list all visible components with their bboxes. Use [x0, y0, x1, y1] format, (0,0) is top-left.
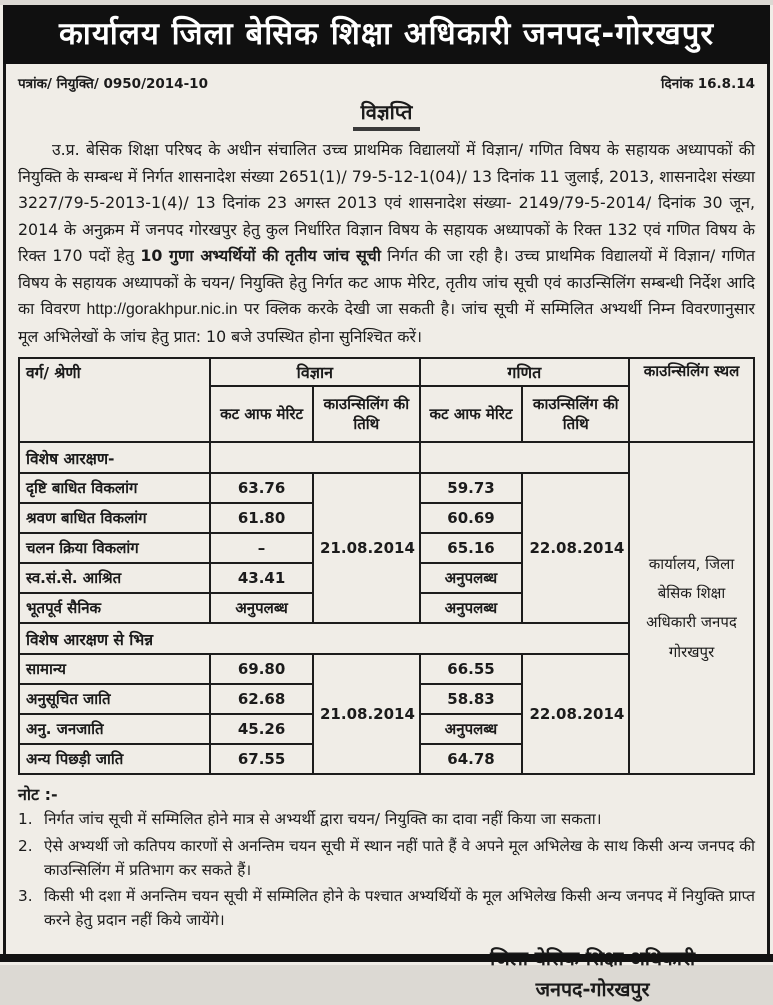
math-cutoff-value: अनुपलब्ध — [420, 593, 523, 623]
row-label: अन्य पिछड़ी जाति — [19, 744, 210, 774]
paragraph-part2: निर्गत की जा रही है। उच्च प्राथमिक विद्यालयों में विज्ञान/ गणित विषय के सहायक अध्यापकों के चयन/ नियुक्ति हेतु निर्गत कट आफ मेरिट, तृतीय जांच सूची एवं काउन्सिलिंग सम्बन्धी निर्देश आदि का विवरण — [18, 246, 755, 319]
reference-number: पत्रांक/ नियुक्ति/ 0950/2014-10 — [18, 76, 208, 92]
bottom-border-rule — [0, 954, 773, 962]
notice-title: विज्ञप्ति — [353, 98, 421, 131]
science-cutoff-value: 62.68 — [210, 684, 313, 714]
note-text: निर्गत जांच सूची में सम्मिलित होने मात्र से अभ्यर्थी द्वारा चयन/ नियुक्ति का दावा नहीं किया जा सकता। — [44, 810, 602, 829]
science-cutoff-value: 43.41 — [210, 563, 313, 593]
note-item — [18, 835, 755, 882]
note-number: 3. — [18, 887, 33, 906]
section2-math-date: 22.08.2014 — [522, 654, 629, 774]
note-number: 2. — [18, 836, 33, 855]
note-item — [18, 885, 755, 932]
math-cutoff-value: अनुपलब्ध — [420, 563, 523, 593]
paragraph-part3: पर क्लिक करके देखी जा सकती है। जांच सूची में सम्मिलित अभ्यर्थी निम्न विवरणानुसार मूल अभिलेखों के जांच हेतु प्रात: 10 बजे उपस्थित होना सुनिश्चित करें। — [18, 299, 755, 346]
section1-science-date: 21.08.2014 — [313, 473, 420, 623]
column-header-math-date: काउन्सिलिंग की तिथि — [522, 386, 629, 442]
row-label: भूतपूर्व सैनिक — [19, 593, 210, 623]
note-item — [18, 808, 755, 832]
notice-body-frame — [3, 64, 770, 1001]
math-cutoff-value: 66.55 — [420, 654, 523, 684]
math-cutoff-value: 60.69 — [420, 503, 523, 533]
row-label: दृष्टि बाधित विकलांग — [19, 473, 210, 503]
row-label: अनु. जनजाति — [19, 714, 210, 744]
counseling-venue-cell: कार्यालय, जिला बेसिक शिक्षा अधिकारी जनपद गोरखपुर — [629, 442, 754, 774]
math-cutoff-value: 64.78 — [420, 744, 523, 774]
section1-header-row — [19, 442, 754, 473]
paragraph-bold-segment: 10 गुणा अभ्यर्थियों की तृतीय जांच सूची — [140, 246, 381, 266]
note-text: किसी भी दशा में अनन्तिम चयन सूची में सम्मिलित होने के पश्चात अभ्यर्थियों के मूल अभिलेख किसी अन्य जनपद में नियुक्ति प्राप्त करने हेतु प्रदान नहीं किये जायेंगे। — [44, 887, 755, 930]
website-url-link[interactable]: http://gorakhpur.nic.in — [86, 301, 238, 319]
math-cutoff-value: 59.73 — [420, 473, 523, 503]
row-label: अनुसूचित जाति — [19, 684, 210, 714]
section2-label: विशेष आरक्षण से भिन्न — [19, 623, 629, 654]
science-cutoff-value: अनुपलब्ध — [210, 593, 313, 623]
signature-block — [490, 943, 695, 1005]
science-cutoff-value: 61.80 — [210, 503, 313, 533]
column-header-math-cutoff: कट आफ मेरिट — [420, 386, 523, 442]
meta-row — [18, 74, 755, 92]
note-number: 1. — [18, 810, 33, 829]
math-cutoff-value: 65.16 — [420, 533, 523, 563]
science-cutoff-value: 45.26 — [210, 714, 313, 744]
row-label: श्रवण बाधित विकलांग — [19, 503, 210, 533]
table-header-row-groups — [19, 358, 754, 386]
office-masthead: कार्यालय जिला बेसिक शिक्षा अधिकारी जनपद-गोरखपुर — [3, 5, 770, 64]
column-header-science-date: काउन्सिलिंग की तिथि — [313, 386, 420, 442]
scanned-notice-page — [0, 5, 773, 1001]
column-header-category: वर्ग/ श्रेणी — [19, 358, 210, 442]
math-cutoff-value: 58.83 — [420, 684, 523, 714]
paragraph-part1: उ.प्र. बेसिक शिक्षा परिषद के अधीन संचालित उच्च प्राथमिक विद्यालयों में विज्ञान/ गणित विषय के सहायक अध्यापकों की नियुक्ति के सम्बन्ध में निर्गत शासनादेश संख्या 2651(1)/ 79-5-12-1(04)/ 13 दिनांक 11 जुलाई, 2013, शासनादेश संख्या 3227/79-5-2013-1(4)/ 13 दिनांक 23 अगस्त 2013 एवं शासनादेश संख्या- 2149/79-5-2014/ दिनांक 30 जून, 2014 के अनुक्रम में जनपद गोरखपुर हेतु कुल निर्धारित विज्ञान विषय के सहायक अध्यापकों के रिक्त 132 एवं गणित विषय के रिक्त 170 पदों हेतु — [18, 140, 755, 266]
column-header-venue: काउन्सिलिंग स्थल — [629, 358, 754, 442]
signatory-district: जनपद-गोरखपुर — [535, 977, 650, 1001]
notice-paragraph — [18, 137, 755, 350]
section1-science-spacer — [210, 442, 419, 473]
column-group-math: गणित — [420, 358, 629, 386]
section1-math-date: 22.08.2014 — [522, 473, 629, 623]
section2-science-date: 21.08.2014 — [313, 654, 420, 774]
column-header-science-cutoff: कट आफ मेरिट — [210, 386, 313, 442]
section1-math-spacer — [420, 442, 629, 473]
column-group-science: विज्ञान — [210, 358, 419, 386]
science-cutoff-value: – — [210, 533, 313, 563]
science-cutoff-value: 67.55 — [210, 744, 313, 774]
issue-date: दिनांक 16.8.14 — [661, 76, 755, 92]
notes-heading: नोट :- — [18, 785, 58, 805]
math-cutoff-value: अनुपलब्ध — [420, 714, 523, 744]
science-cutoff-value: 69.80 — [210, 654, 313, 684]
science-cutoff-value: 63.76 — [210, 473, 313, 503]
notes-section — [18, 783, 755, 933]
cutoff-merit-table — [18, 357, 755, 775]
row-label: सामान्य — [19, 654, 210, 684]
note-text: ऐसे अभ्यर्थी जो कतिपय कारणों से अनन्तिम चयन सूची में स्थान नहीं पाते हैं वे अपने मूल अभिलेख के साथ किसी अन्य जनपद की काउन्सिलिंग में प्रतिभाग कर सकते हैं। — [44, 836, 755, 879]
section1-label: विशेष आरक्षण- — [19, 442, 210, 473]
row-label: चलन क्रिया विकलांग — [19, 533, 210, 563]
row-label: स्व.सं.से. आश्रित — [19, 563, 210, 593]
